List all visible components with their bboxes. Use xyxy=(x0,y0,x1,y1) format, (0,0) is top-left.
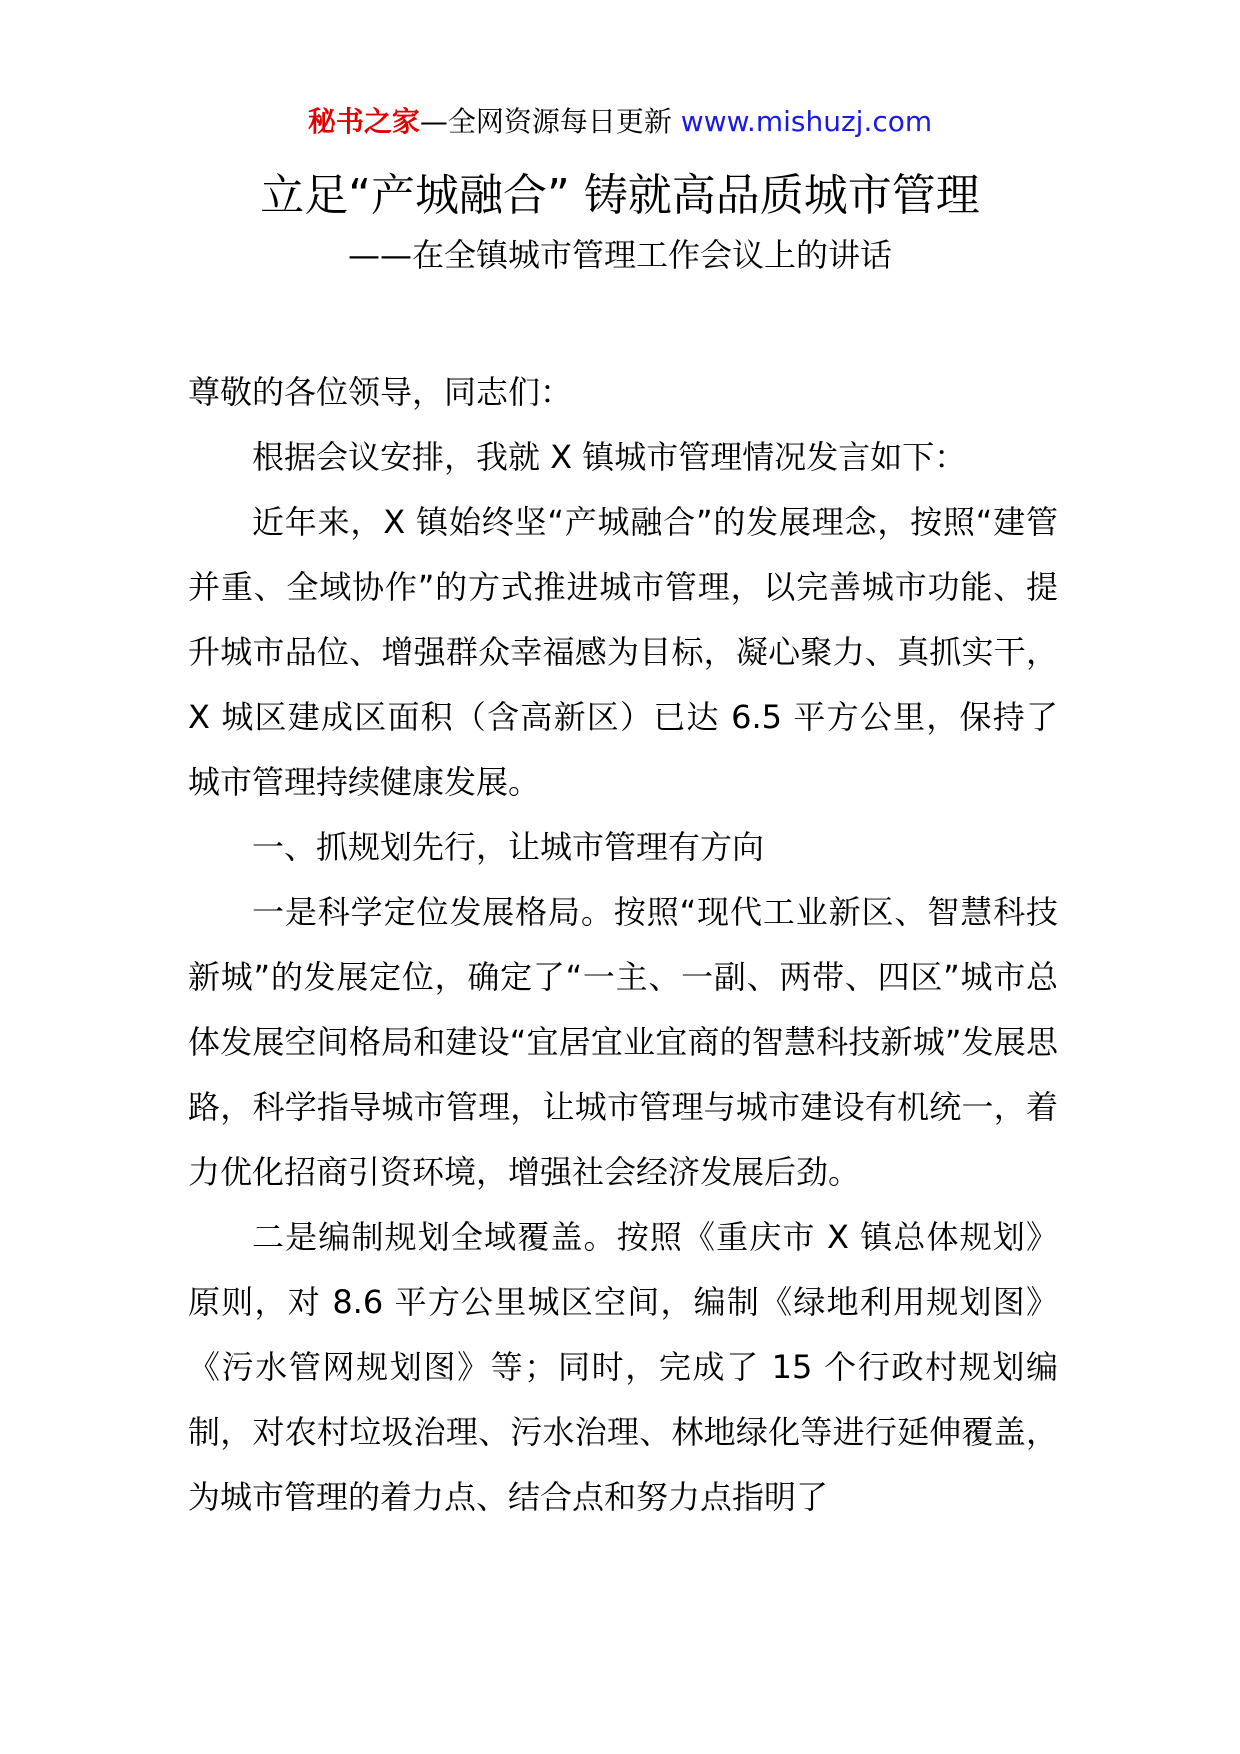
site-tagline: —全网资源每日更新 xyxy=(419,105,672,138)
site-brand: 秘书之家 xyxy=(307,105,420,138)
document-body xyxy=(188,360,1058,1530)
site-url-link[interactable]: www.mishuzj.com xyxy=(680,105,933,138)
section-heading: 一、抓规划先行，让城市管理有方向 xyxy=(252,828,765,866)
paragraph: 根据会议安排，我就 X 镇城市管理情况发言如下： xyxy=(252,438,967,476)
document-title: 立足“产城融合” 铸就高品质城市管理 xyxy=(260,170,980,221)
paragraph: 二是编制规划全域覆盖。按照《重庆市 X 镇总体规划》原则，对 8.6 平方公里城区空间，编制《绿地利用规划图》《污水管网规划图》等；同时，完成了 15 个行政村规划编制，对农村垃圾治理、污水治理、林地绿化等进行延伸覆盖，为城市管理的着力点、结合点和努力点指明了 xyxy=(188,1218,1058,1516)
paragraph: 近年来，X 镇始终坚“产城融合”的发展理念，按照“建管并重、全域协作”的方式推进城市管理，以完善城市功能、提升城市品位、增强群众幸福感为目标，凝心聚力、真抓实干，X 城区建成区面积（含高新区）已达 6.5 平方公里，保持了城市管理持续健康发展。 xyxy=(188,503,1058,801)
document-subtitle: ——在全镇城市管理工作会议上的讲话 xyxy=(347,236,892,274)
salutation: 尊敬的各位领导，同志们： xyxy=(188,373,573,411)
paragraph: 一是科学定位发展格局。按照“现代工业新区、智慧科技新城”的发展定位，确定了“一主、一副、两带、四区”城市总体发展空间格局和建设“宜居宜业宜商的智慧科技新城”发展思路，科学指导城市管理，让城市管理与城市建设有机统一，着力优化招商引资环境，增强社会经济发展后劲。 xyxy=(188,893,1058,1191)
site-header xyxy=(0,102,1240,142)
